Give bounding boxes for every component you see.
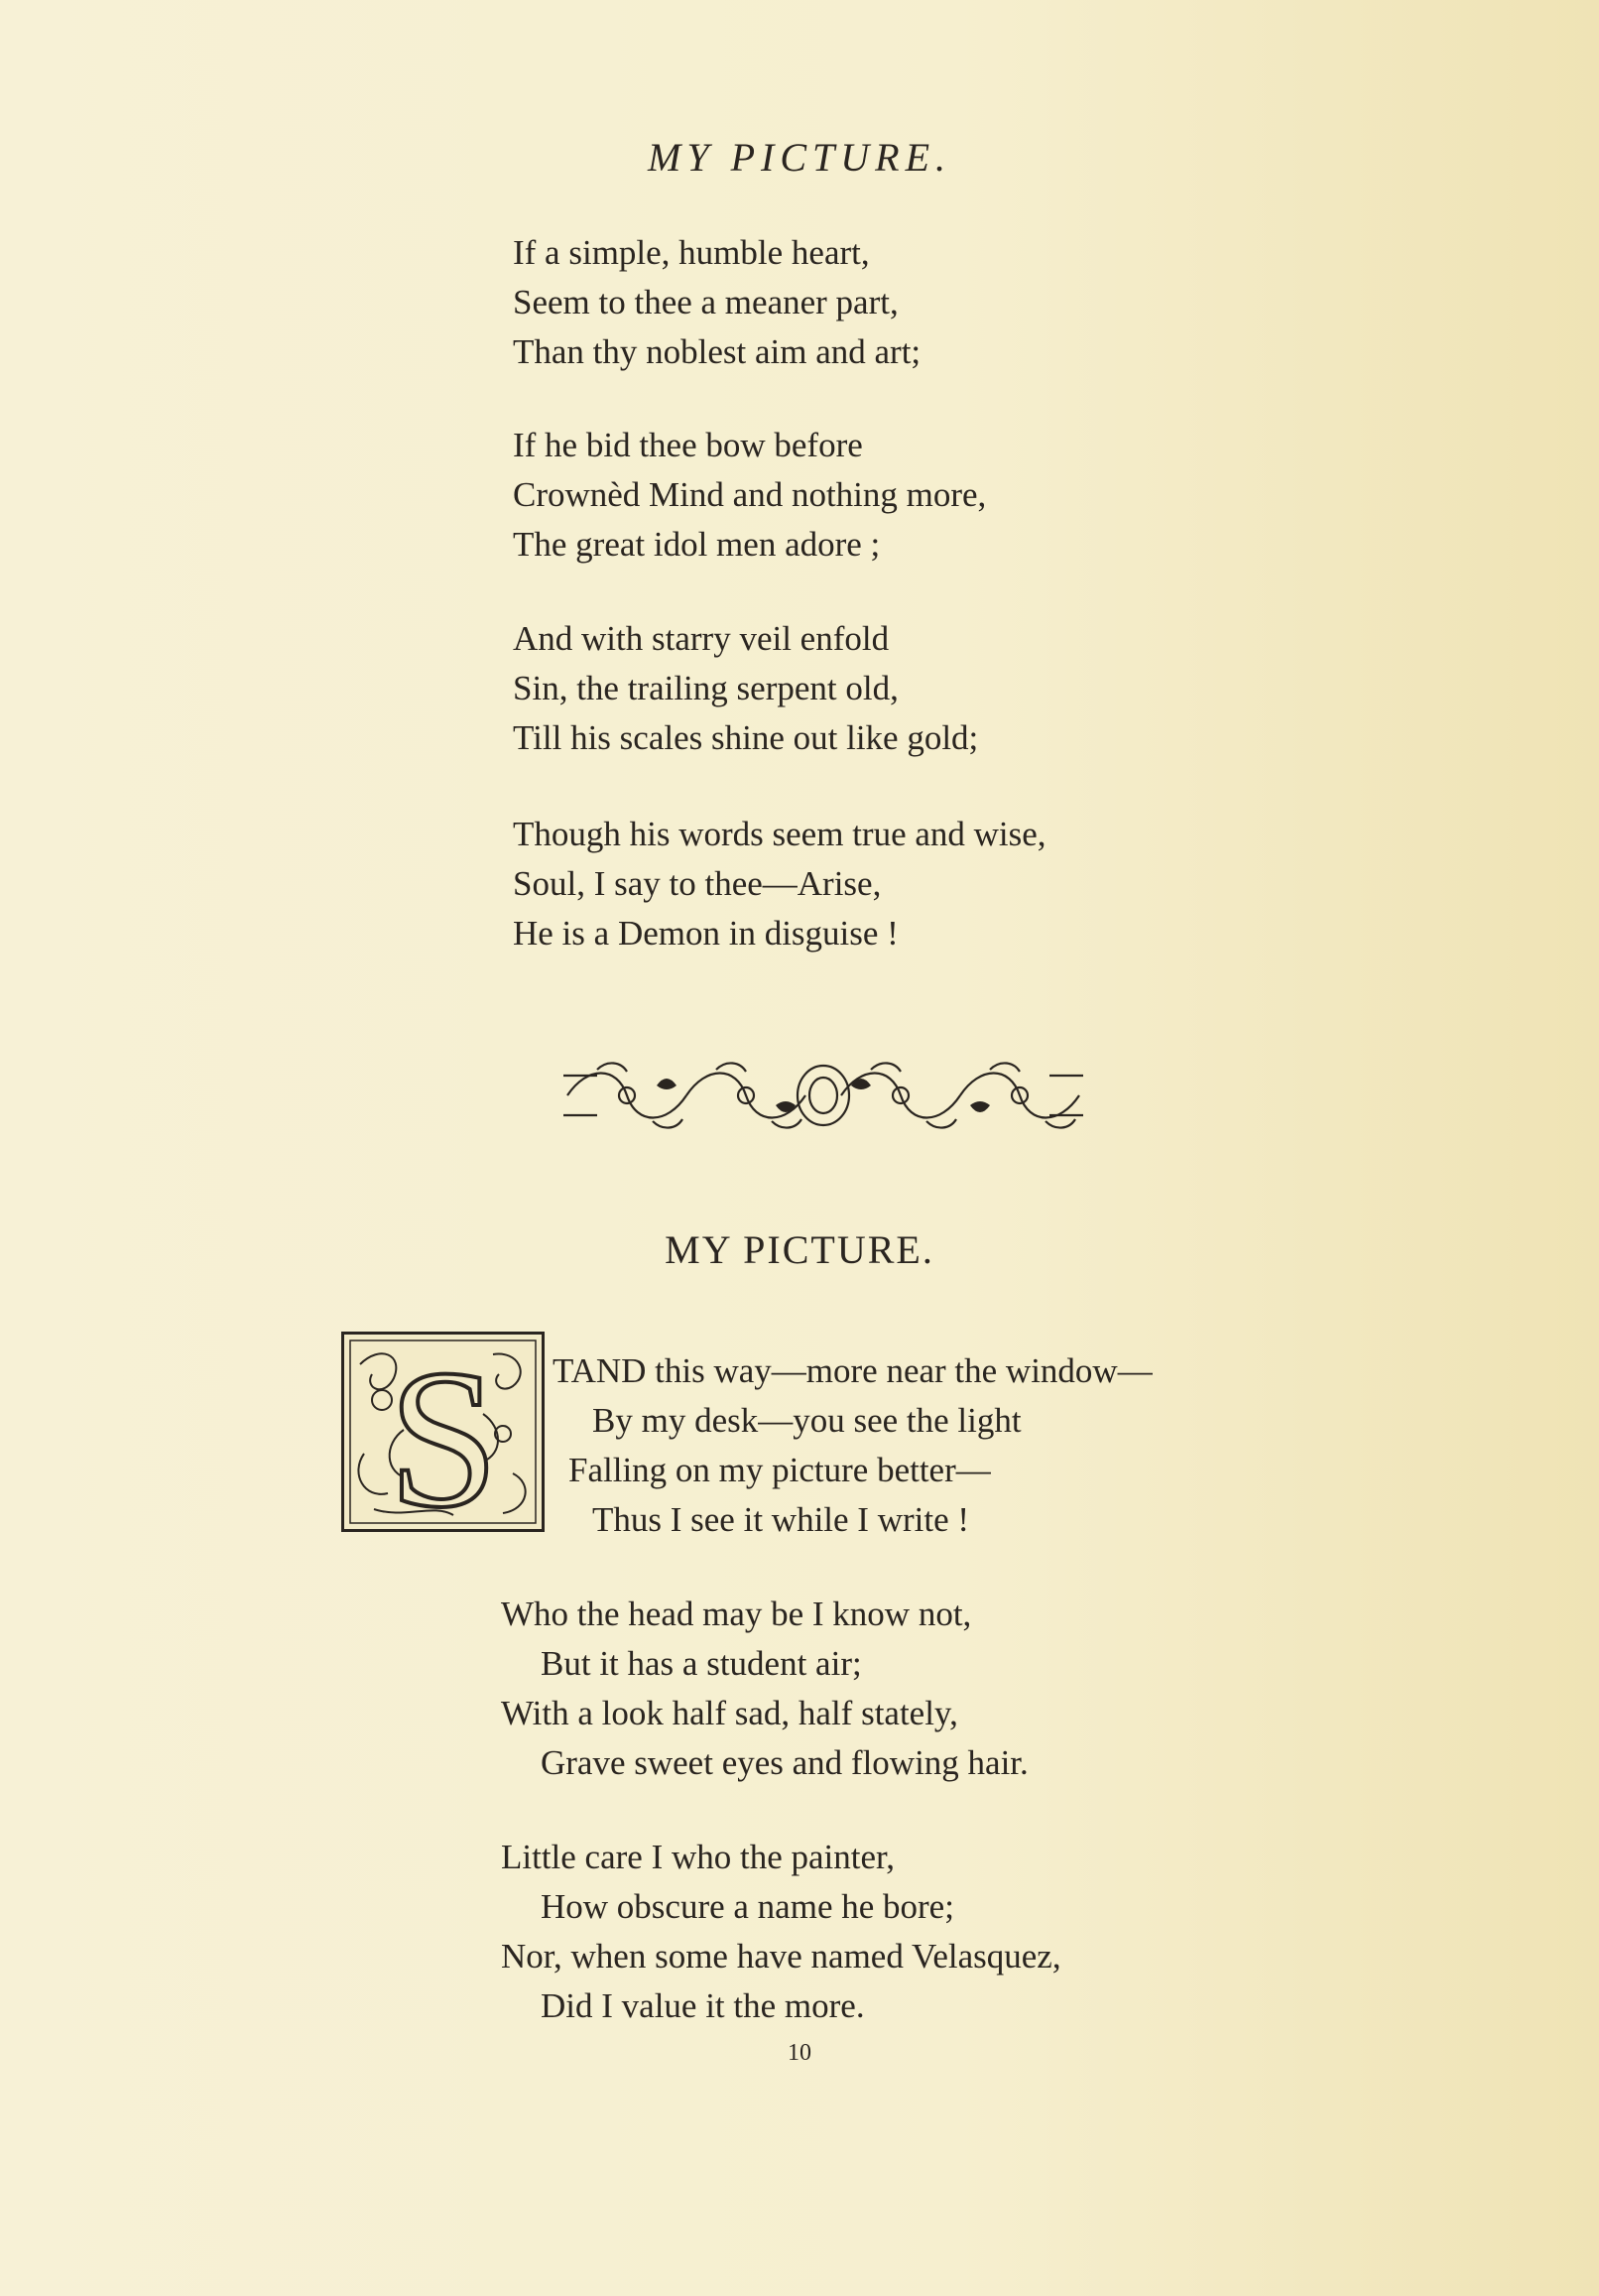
verse-line: Seem to thee a meaner part, xyxy=(513,283,899,321)
stanza xyxy=(501,1590,1029,1788)
verse-line: Nor, when some have named Velasquez, xyxy=(501,1937,1061,1976)
verse-line: How obscure a name he bore; xyxy=(541,1887,954,1926)
verse-line: Little care I who the painter, xyxy=(501,1838,896,1876)
verse-line: Thus I see it while I write ! xyxy=(592,1500,970,1539)
stanza xyxy=(513,228,921,377)
verse-line: The great idol men adore ; xyxy=(513,525,881,564)
stanza xyxy=(553,1346,1153,1545)
verse-line: Grave sweet eyes and flowing hair. xyxy=(541,1743,1029,1782)
verse-line: TAND this way—more near the window— xyxy=(553,1351,1153,1390)
verse-line: Soul, I say to thee—Arise, xyxy=(513,864,882,903)
drop-cap-letter: S xyxy=(388,1335,499,1529)
verse-line: He is a Demon in disguise ! xyxy=(513,914,899,953)
stanza xyxy=(513,421,986,570)
stanza xyxy=(513,614,978,763)
page-number: 10 xyxy=(788,2040,811,2066)
verse-line: Who the head may be I know not, xyxy=(501,1594,972,1633)
verse-line: By my desk—you see the light xyxy=(592,1401,1022,1440)
poem-title: MY PICTURE. xyxy=(665,1227,934,1272)
stanza xyxy=(501,1833,1061,2031)
floral-ornament-icon xyxy=(557,1056,1089,1135)
stanza xyxy=(513,810,1046,958)
verse-line: Sin, the trailing serpent old, xyxy=(513,669,899,707)
verse-line: If a simple, humble heart, xyxy=(513,233,870,272)
running-head: MY PICTURE. xyxy=(648,135,951,180)
verse-line: Crownèd Mind and nothing more, xyxy=(513,475,987,514)
verse-line: With a look half sad, half stately, xyxy=(501,1694,958,1732)
verse-line: But it has a student air; xyxy=(541,1644,862,1683)
verse-line: Falling on my picture better— xyxy=(568,1451,991,1489)
drop-cap xyxy=(341,1332,545,1532)
verse-line: And with starry veil enfold xyxy=(513,619,890,658)
verse-line: If he bid thee bow before xyxy=(513,426,863,464)
verse-line: Till his scales shine out like gold; xyxy=(513,718,979,757)
verse-line: Though his words seem true and wise, xyxy=(513,815,1046,853)
verse-line: Did I value it the more. xyxy=(541,1986,865,2025)
verse-line: Than thy noblest aim and art; xyxy=(513,332,922,371)
